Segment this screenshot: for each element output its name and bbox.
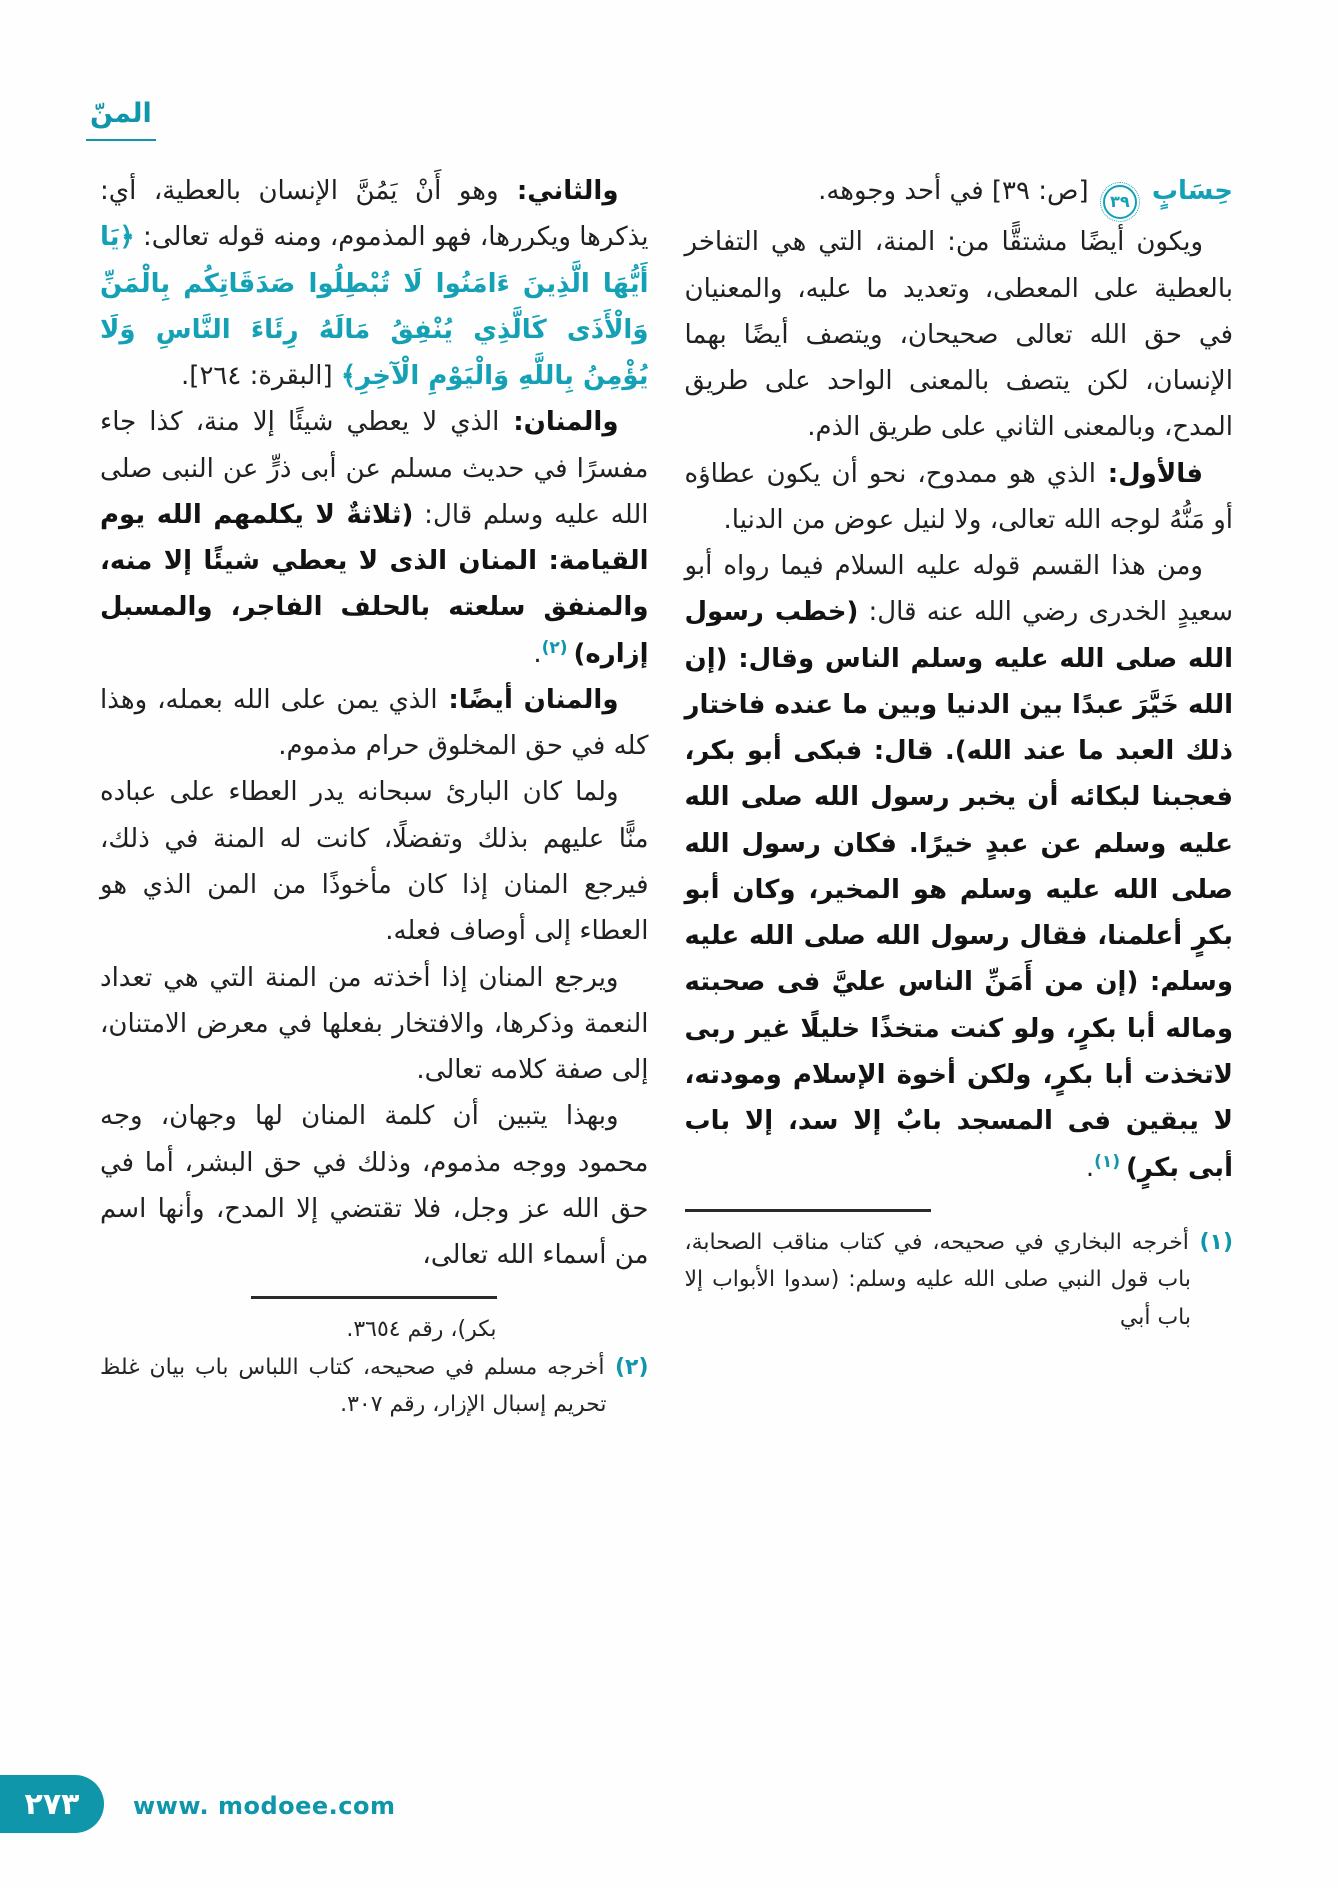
body-text: [ص: ٣٩] في أحد وجوهه.: [818, 176, 1097, 206]
left-column-footnotes: [100, 1311, 649, 1423]
right-column-footnotes: [685, 1224, 1234, 1336]
emphasized-text: والثاني:: [498, 176, 619, 206]
paragraph: [100, 955, 649, 1094]
footnote-separator: [685, 1209, 931, 1212]
quran-verse-text: حِسَابٍ: [1142, 176, 1233, 206]
body-text: الذي يمن على الله بعمله، وهذا كله في حق المخلوق حرام مذموم.: [100, 684, 649, 762]
body-text: ويكون أيضًا مشتقًّا من: المنة، التي هي التفاخر بالعطية على المعطى، وتعديد ما عليه، والمعنيان في حق الله تعالى صحيحان، ويتصف أيضًا بهما الإنسان، لكن يتصف بالمعنى الواحد على طريق المدح، وبالمعنى الثاني على طريق الذم.: [684, 227, 1233, 443]
body-text: [البقرة: ٢٦٤].: [181, 361, 341, 392]
text-columns: [100, 168, 1233, 1424]
column-left: [100, 168, 649, 1424]
emphasized-text: (خطب رسول الله صلى الله عليه وسلم الناس وقال: (إن الله خَيَّرَ عبدًا بين الدنيا وبين ما عنده فاختار ذلك العبد ما عند الله). قال: فبكى أبو بكر، فعجبنا لبكائه أن يخبر رسول الله صلى الله عليه وسلم عن عبدٍ خيرًا. فكان رسول الله صلى الله عليه وسلم هو المخير، وكان أبو بكرٍ أعلمنا، فقال رسول الله صلى الله عليه وسلم: (إن من أَمَنِّ الناس عليَّ فى صحبته وماله أبا بكرٍ، ولو كنت متخذًا خليلًا غير ربى لاتخذت أبا بكرٍ، ولكن أخوة الإسلام ومودته، لا يبقين فى المسجد بابٌ إلا سد، إلا باب أبى بكرٍ): [684, 597, 1233, 1183]
paragraph: [685, 543, 1234, 1191]
body-text: أخرجه البخاري في صحيحه، في كتاب مناقب الصحابة، باب قول النبي صلى الله عليه وسلم: (سدوا الأبواب إلا باب أبي: [684, 1229, 1191, 1330]
paragraph: [100, 677, 649, 770]
paragraph: [100, 168, 649, 399]
paragraph: [100, 399, 649, 677]
body-text: بكر)، رقم ٣٦٥٤.: [346, 1317, 497, 1343]
paragraph: [100, 769, 649, 954]
body-text: أخرجه مسلم في صحيحه، كتاب اللباس باب بيان غلظ تحريم إسبال الإزار، رقم ٣٠٧.: [100, 1354, 607, 1418]
footnote: [100, 1349, 649, 1424]
emphasized-text: فالأول:: [1095, 458, 1203, 489]
footnote-separator: [251, 1296, 497, 1299]
footnote: [100, 1311, 649, 1348]
body-text: ولما كان البارئ سبحانه يدر العطاء على عباده منًّا عليهم بذلك وتفضلًا، كانت له المنة في ذلك، فيرجع المنان إذا كان مأخوذًا من المن الذي هو العطاء إلى أوصاف فعله.: [100, 777, 649, 947]
footnote-number: (١): [1188, 1229, 1234, 1255]
column-right: [685, 168, 1234, 1336]
page-number-badge: [0, 1775, 104, 1833]
paragraph: [685, 219, 1234, 450]
body-text: الذي لا يعطي شيئًا إلا منة، كذا جاء مفسرًا في حديث مسلم عن أبى ذرٍّ عن النبى صلى الله عليه وسلم قال:: [100, 407, 649, 530]
ayah-number-ornament: ٣٩: [1103, 185, 1137, 219]
body-text: وهو أَنْ يَمُنَّ الإنسان بالعطية، أي: يذكرها ويكررها، فهو المذموم، ومنه قوله تعالى:: [100, 176, 649, 253]
emphasized-text: والمنان:: [499, 407, 619, 438]
footnote-number: (٢): [604, 1354, 649, 1380]
website-url: www. modoee.com: [133, 1792, 396, 1820]
page-number: ٢٧٣: [24, 1786, 80, 1822]
body-text: .: [1085, 1152, 1095, 1183]
emphasized-text: والمنان أيضًا:: [437, 684, 619, 715]
footnote-reference-marker: (١): [1094, 1151, 1127, 1172]
right-column-text: [685, 168, 1234, 1191]
paragraph: [100, 1093, 649, 1278]
paragraph: [685, 451, 1234, 544]
body-text: ومن هذا القسم قوله عليه السلام فيما رواه أبو سعيدٍ الخدرى رضي الله عنه قال:: [684, 551, 1234, 628]
body-text: وبهذا يتبين أن كلمة المنان لها وجهان، وجه محمود ووجه مذموم، وذلك في حق البشر، أما في حق الله عز وجل، فلا تقتضي إلا المدح، وأنها اسم من أسماء الله تعالى،: [100, 1101, 649, 1271]
body-text: .: [533, 638, 542, 669]
body-text: الذي هو ممدوح، نحو أن يكون عطاؤه أو مَنُّهُ لوجه الله تعالى، ولا لنيل عوض من الدنيا.: [684, 458, 1233, 535]
left-column-text: [100, 168, 649, 1278]
emphasized-text: (ثلاثةٌ لا يكلمهم الله يوم القيامة: المنان الذى لا يعطي شيئًا إلا منه، والمنفق سلعته بالحلف الفاجر، والمسبل إزاره): [100, 499, 649, 669]
quran-verse-text: ﴿يَا أَيُّهَا الَّذِينَ ءَامَنُوا لَا تُبْطِلُوا صَدَقَاتِكُم بِالْمَنِّ وَالْأَذَى كَالَّذِي يُنْفِقُ مَالَهُ رِئَاءَ النَّاسِ وَلَا يُؤْمِنُ بِاللَّهِ وَالْيَوْمِ الْآخِرِ﴾: [100, 222, 649, 392]
paragraph: [685, 168, 1234, 219]
body-text: ويرجع المنان إذا أخذته من المنة التي هي تعداد النعمة وذكرها، والافتخار بفعلها في معرض الامتنان، إلى صفة كلامه تعالى.: [100, 962, 649, 1086]
footnote-reference-marker: (٢): [541, 637, 574, 658]
footnote: [685, 1224, 1234, 1336]
running-header-title: المنّ: [86, 98, 156, 141]
